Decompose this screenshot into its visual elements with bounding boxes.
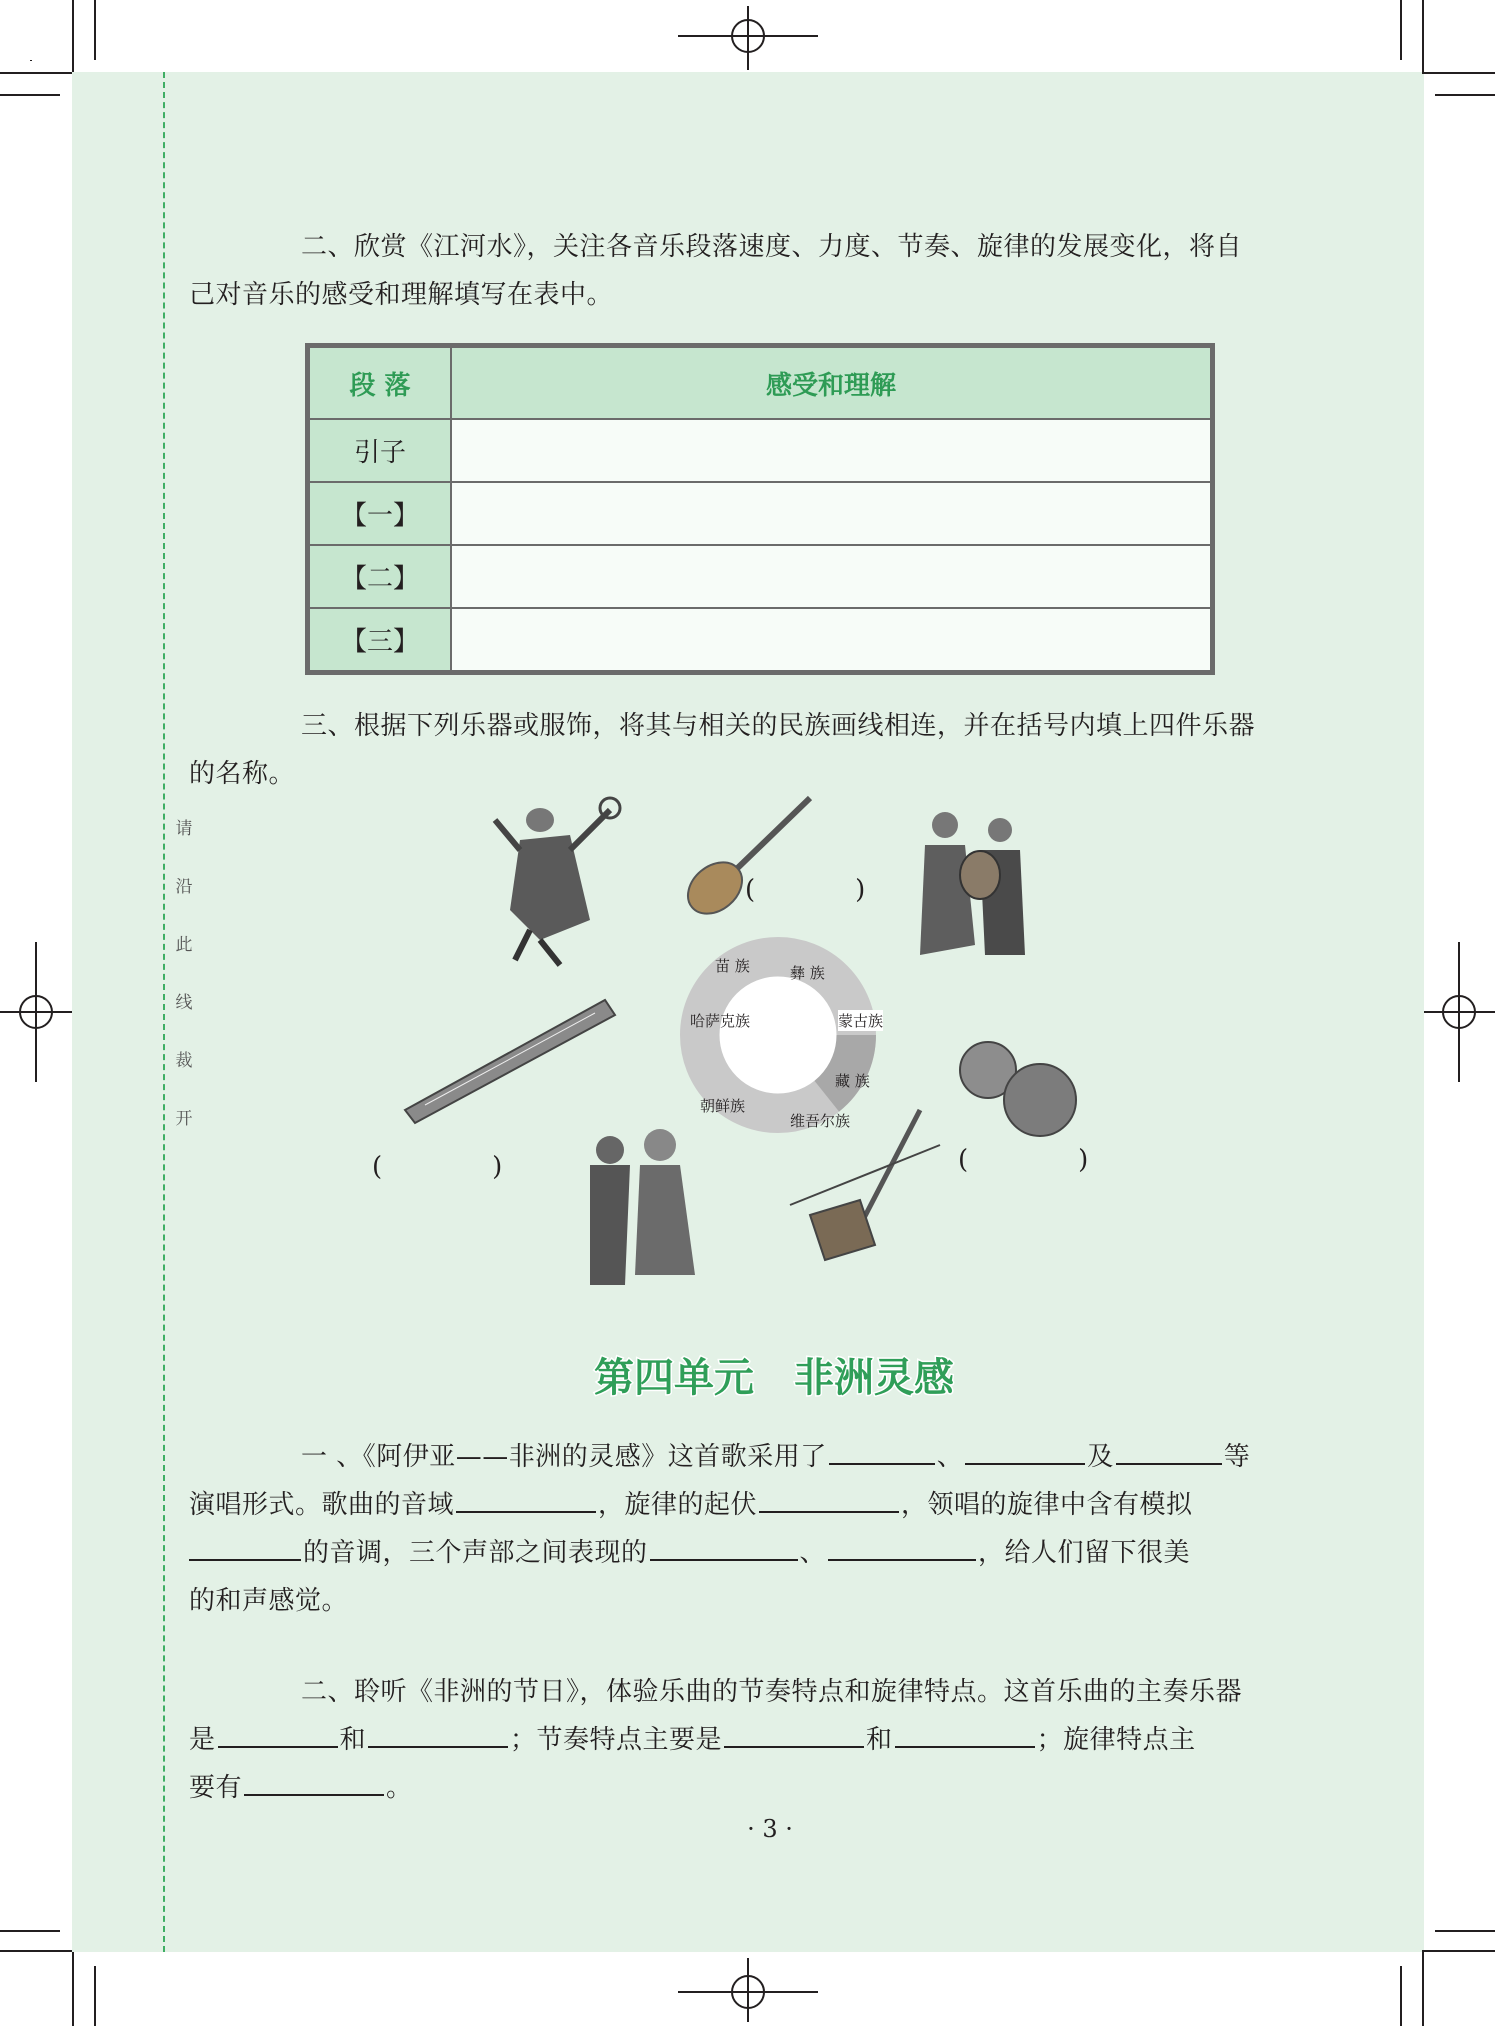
ring-label: 维吾尔族	[790, 1112, 851, 1130]
ring-label: 蒙古族	[838, 1012, 884, 1030]
yi-dancer-illustration	[905, 795, 1035, 975]
unit4-title: 第四单元 非洲灵感	[594, 1355, 954, 1401]
q1-part7: ，给人们留下很美	[978, 1538, 1191, 1568]
cut-char: 开	[175, 1109, 193, 1129]
paren-open: (	[958, 1145, 969, 1175]
cut-char: 沿	[175, 877, 193, 897]
ring-label: 苗 族	[715, 957, 750, 975]
segment-label: 【一】	[309, 482, 451, 545]
page-number: · 3 ·	[747, 1815, 793, 1843]
q1-part5: ，领唱的旋律中含有模拟	[901, 1490, 1193, 1520]
answer-blank[interactable]	[895, 1720, 1035, 1748]
q2-and: 和	[339, 1725, 367, 1755]
answer-blank[interactable]	[189, 1533, 301, 1561]
paren-blank-2[interactable]	[372, 1152, 502, 1182]
tibetan-dancer-illustration	[480, 790, 630, 970]
q1-sep: 、	[799, 1538, 827, 1568]
q2-part2: 是	[189, 1725, 216, 1755]
zither-illustration	[395, 985, 620, 1125]
registration-mark-right	[1424, 942, 1495, 1082]
answer-blank[interactable]	[724, 1720, 864, 1748]
paren-close: )	[492, 1152, 503, 1182]
miao-couple-illustration	[565, 1125, 705, 1305]
q1-part4: ，旋律的起伏	[598, 1490, 758, 1520]
q1-part1: 一 、《阿伊亚——非洲的灵感》这首歌采用了	[301, 1442, 827, 1472]
answer-cell[interactable]	[451, 482, 1211, 545]
answer-blank[interactable]	[218, 1720, 338, 1748]
paren-blank-3[interactable]	[958, 1145, 1088, 1175]
q2-part4: ；旋律特点主	[1036, 1725, 1196, 1755]
segment-label: 【三】	[309, 608, 451, 671]
section3-line1: 三、根据下列乐器或服饰，将其与相关的民族画线相连，并在括号内填上四件乐器	[301, 711, 1256, 741]
registration-mark-bottom	[678, 1958, 818, 2022]
answer-blank[interactable]	[828, 1533, 976, 1561]
table-header-row	[309, 347, 1211, 419]
unit4-title-banner	[574, 1336, 974, 1416]
section2-line2: 己对音乐的感受和理解填写在表中。	[189, 280, 614, 310]
cut-char: 此	[175, 935, 193, 955]
header-feeling: 感受和理解	[451, 347, 1211, 419]
table-row	[309, 608, 1211, 671]
answer-cell[interactable]	[451, 608, 1211, 671]
ring-label: 哈萨克族	[690, 1012, 751, 1030]
table-row	[309, 545, 1211, 608]
segment-label: 引子	[309, 419, 451, 482]
header-segment: 段 落	[309, 347, 451, 419]
cymbals-illustration	[950, 1035, 1090, 1140]
ring-label: 彝 族	[790, 964, 825, 982]
q2-part1: 二、聆听《非洲的节日》，体验乐曲的节奏特点和旋律特点。这首乐曲的主奏乐器	[301, 1677, 1243, 1707]
paren-blank-1[interactable]	[745, 875, 865, 905]
segment-label: 【二】	[309, 545, 451, 608]
feeling-table	[308, 346, 1212, 672]
registration-mark-left	[0, 942, 72, 1082]
answer-blank[interactable]	[759, 1485, 899, 1513]
paren-close: )	[855, 875, 866, 905]
cut-char: 请	[175, 819, 193, 839]
q2-text	[189, 1668, 1313, 1812]
section3-line2: 的名称。	[189, 759, 296, 789]
answer-blank[interactable]	[965, 1437, 1085, 1465]
registration-mark-top	[678, 6, 818, 70]
ring-label: 朝鲜族	[700, 1097, 746, 1115]
answer-cell[interactable]	[451, 419, 1211, 482]
cut-instruction	[172, 800, 196, 1148]
cut-dashed-line	[163, 72, 165, 1952]
table-row	[309, 419, 1211, 482]
answer-blank[interactable]	[1116, 1437, 1222, 1465]
answer-blank[interactable]	[829, 1437, 935, 1465]
q1-part6: 的音调，三个声部之间表现的	[303, 1538, 648, 1568]
answer-blank[interactable]	[456, 1485, 596, 1513]
paren-open: (	[372, 1152, 383, 1182]
section2-prompt	[189, 223, 1313, 319]
q2-part5: 要有	[189, 1773, 243, 1803]
q1-sep: 及	[1087, 1442, 1114, 1472]
paren-close: )	[1078, 1145, 1089, 1175]
q2-part3: ；节奏特点主要是	[510, 1725, 723, 1755]
answer-blank[interactable]	[244, 1768, 384, 1796]
section3-prompt	[189, 702, 1313, 798]
q2-and: 和	[866, 1725, 893, 1755]
cut-char: 裁	[175, 1051, 193, 1071]
answer-cell[interactable]	[451, 545, 1211, 608]
q1-text	[189, 1433, 1313, 1625]
cut-char: 线	[175, 993, 193, 1013]
q2-part6: 。	[386, 1773, 413, 1803]
section2-line1: 二、欣赏《江河水》，关注各音乐段落速度、力度、节奏、旋律的发展变化，将自	[301, 232, 1243, 262]
table-row	[309, 482, 1211, 545]
paren-open: (	[745, 875, 756, 905]
q1-part3: 演唱形式。歌曲的音域	[189, 1490, 455, 1520]
q1-sep: 、	[936, 1442, 964, 1472]
answer-blank[interactable]	[368, 1720, 508, 1748]
q1-part8: 的和声感觉。	[189, 1586, 349, 1616]
ring-label: 藏 族	[835, 1072, 870, 1090]
morin-khuur-illustration	[780, 1105, 950, 1265]
q1-part2: 等	[1223, 1442, 1251, 1472]
answer-blank[interactable]	[650, 1533, 798, 1561]
